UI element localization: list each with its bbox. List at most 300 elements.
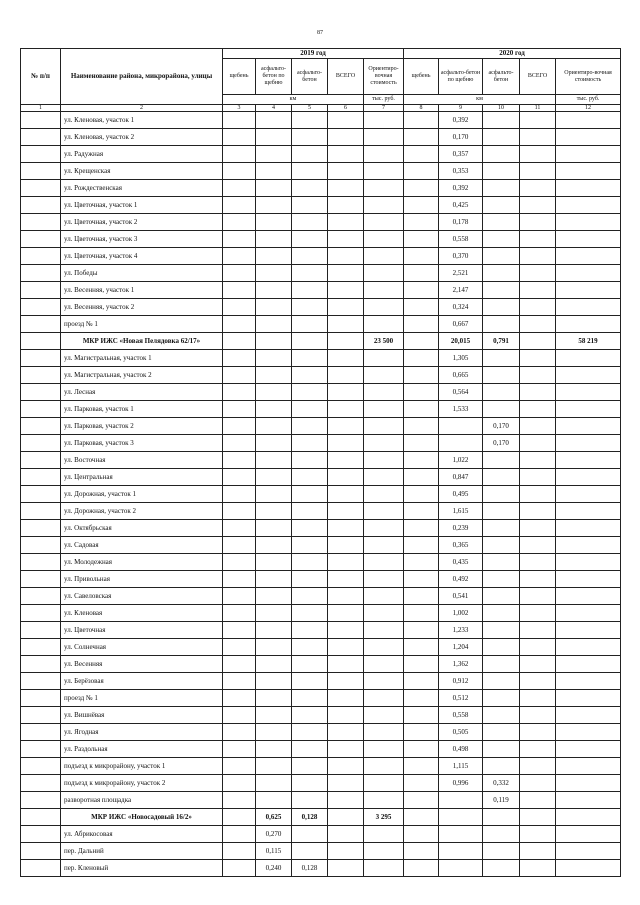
cell-col-8 <box>404 282 439 299</box>
cell-col-5 <box>292 146 328 163</box>
cell-col-4 <box>256 299 292 316</box>
cell-col-11 <box>520 724 556 741</box>
cell-col-4 <box>256 248 292 265</box>
table-row <box>21 554 621 571</box>
street-name: ул. Цветочная, участок 1 <box>61 197 223 214</box>
cell-col-10 <box>483 520 520 537</box>
cell-col-6 <box>328 503 364 520</box>
cell-col-10 <box>483 826 520 843</box>
table-row <box>21 707 621 724</box>
cell-col-11 <box>520 554 556 571</box>
street-name: подъезд к микрорайону, участок 2 <box>61 775 223 792</box>
table-row <box>21 265 621 282</box>
cell-col-7 <box>364 843 404 860</box>
table-row <box>21 112 621 129</box>
cell-col-11 <box>520 333 556 350</box>
cell-col-8 <box>404 554 439 571</box>
cell-col-3 <box>223 758 256 775</box>
cell-col-11 <box>520 129 556 146</box>
header-total-2019: ВСЕГО <box>328 59 364 95</box>
cell-col-8 <box>404 435 439 452</box>
cell-col-1 <box>21 622 61 639</box>
cell-col-4 <box>256 418 292 435</box>
street-name: ул. Раздольная <box>61 741 223 758</box>
cell-col-1 <box>21 656 61 673</box>
cell-col-3 <box>223 197 256 214</box>
cell-col-11 <box>520 775 556 792</box>
cell-col-8 <box>404 724 439 741</box>
cell-col-8 <box>404 452 439 469</box>
cell-col-11 <box>520 486 556 503</box>
cell-col-8 <box>404 299 439 316</box>
street-name: ул. Восточная <box>61 452 223 469</box>
cell-col-7 <box>364 299 404 316</box>
cell-col-4 <box>256 690 292 707</box>
cell-col-3 <box>223 350 256 367</box>
header-total-2020: ВСЕГО <box>520 59 556 95</box>
cell-col-9: 0,365 <box>439 537 483 554</box>
cell-col-6 <box>328 282 364 299</box>
cell-col-5 <box>292 673 328 690</box>
cell-col-5 <box>292 418 328 435</box>
cell-col-3 <box>223 537 256 554</box>
cell-col-7 <box>364 129 404 146</box>
cell-col-12 <box>556 282 621 299</box>
cell-col-12 <box>556 129 621 146</box>
cell-col-4 <box>256 197 292 214</box>
cell-col-4 <box>256 758 292 775</box>
cell-col-11 <box>520 163 556 180</box>
cell-col-3 <box>223 401 256 418</box>
cell-col-9 <box>439 809 483 826</box>
cell-col-8 <box>404 248 439 265</box>
cell-col-12 <box>556 520 621 537</box>
street-name: ул. Савеловская <box>61 588 223 605</box>
cell-col-1 <box>21 843 61 860</box>
cell-col-10 <box>483 758 520 775</box>
cell-col-3 <box>223 146 256 163</box>
street-name: ул. Привольная <box>61 571 223 588</box>
header-unit-rub-2019: тыс. руб. <box>364 95 404 105</box>
cell-col-10 <box>483 350 520 367</box>
cell-col-5 <box>292 333 328 350</box>
cell-col-5 <box>292 486 328 503</box>
cell-col-12 <box>556 469 621 486</box>
cell-col-8 <box>404 503 439 520</box>
cell-col-8 <box>404 180 439 197</box>
table-row <box>21 146 621 163</box>
cell-col-4 <box>256 554 292 571</box>
cell-col-5 <box>292 775 328 792</box>
cell-col-4 <box>256 469 292 486</box>
cell-col-7 <box>364 367 404 384</box>
cell-col-1 <box>21 588 61 605</box>
cell-col-11 <box>520 809 556 826</box>
cell-col-10 <box>483 146 520 163</box>
cell-col-11 <box>520 248 556 265</box>
cell-col-3 <box>223 605 256 622</box>
header-shheben-2019: щебень <box>223 59 256 95</box>
cell-col-6 <box>328 775 364 792</box>
cell-col-5 <box>292 826 328 843</box>
cell-col-4 <box>256 775 292 792</box>
cell-col-5 <box>292 656 328 673</box>
cell-col-4 <box>256 452 292 469</box>
cell-col-11 <box>520 860 556 877</box>
cell-col-7 <box>364 792 404 809</box>
cell-col-10 <box>483 384 520 401</box>
cell-col-12 <box>556 622 621 639</box>
cell-col-5 <box>292 554 328 571</box>
cell-col-1 <box>21 503 61 520</box>
cell-col-10: 0,170 <box>483 418 520 435</box>
cell-col-6 <box>328 129 364 146</box>
cell-col-10 <box>483 282 520 299</box>
header-asf-shheben-2020: асфальто-бетон по щебню <box>439 59 483 95</box>
street-name: ул. Берёзовая <box>61 673 223 690</box>
cell-col-1 <box>21 367 61 384</box>
cell-col-6 <box>328 452 364 469</box>
group-row <box>21 809 621 826</box>
cell-col-11 <box>520 418 556 435</box>
page-number: 87 <box>317 30 323 36</box>
cell-col-8 <box>404 690 439 707</box>
cell-col-3 <box>223 707 256 724</box>
cell-col-5 <box>292 435 328 452</box>
cell-col-8 <box>404 860 439 877</box>
cell-col-3 <box>223 826 256 843</box>
cell-col-1 <box>21 333 61 350</box>
cell-col-3 <box>223 520 256 537</box>
table-row <box>21 316 621 333</box>
cell-col-4 <box>256 350 292 367</box>
street-name: ул. Лесная <box>61 384 223 401</box>
cell-col-5: 0,128 <box>292 809 328 826</box>
cell-col-9: 0,505 <box>439 724 483 741</box>
column-index: 2 <box>61 105 223 112</box>
cell-col-12 <box>556 248 621 265</box>
table-row <box>21 486 621 503</box>
cell-col-6 <box>328 741 364 758</box>
table-row <box>21 163 621 180</box>
table-row <box>21 537 621 554</box>
cell-col-1 <box>21 129 61 146</box>
cell-col-10 <box>483 503 520 520</box>
street-name: ул. Магистральная, участок 1 <box>61 350 223 367</box>
cell-col-6 <box>328 435 364 452</box>
header-name: Наименование района, микрорайона, улицы <box>61 49 223 105</box>
cell-col-12 <box>556 758 621 775</box>
cell-col-1 <box>21 605 61 622</box>
cell-col-12 <box>556 299 621 316</box>
cell-col-5 <box>292 792 328 809</box>
cell-col-3 <box>223 299 256 316</box>
cell-col-4 <box>256 571 292 588</box>
cell-col-12 <box>556 775 621 792</box>
cell-col-7 <box>364 503 404 520</box>
cell-col-3 <box>223 554 256 571</box>
cell-col-12 <box>556 503 621 520</box>
cell-col-5 <box>292 707 328 724</box>
cell-col-5 <box>292 843 328 860</box>
cell-col-3 <box>223 843 256 860</box>
cell-col-8 <box>404 384 439 401</box>
cell-col-3 <box>223 639 256 656</box>
cell-col-10 <box>483 843 520 860</box>
header-unit-km-2019: км <box>223 95 364 105</box>
cell-col-7 <box>364 469 404 486</box>
cell-col-8 <box>404 367 439 384</box>
cell-col-12 <box>556 588 621 605</box>
cell-col-9: 0,912 <box>439 673 483 690</box>
cell-col-4 <box>256 656 292 673</box>
header-asf-shheben-2019: асфальто-бетон по щебню <box>256 59 292 95</box>
cell-col-9: 1,305 <box>439 350 483 367</box>
cell-col-9: 0,435 <box>439 554 483 571</box>
cell-col-7 <box>364 775 404 792</box>
cell-col-8 <box>404 333 439 350</box>
cell-col-5 <box>292 299 328 316</box>
cell-col-3 <box>223 214 256 231</box>
cell-col-5 <box>292 520 328 537</box>
header-asf-2020: асфальто-бетон <box>483 59 520 95</box>
cell-col-8 <box>404 146 439 163</box>
cell-col-12 <box>556 741 621 758</box>
cell-col-10 <box>483 265 520 282</box>
cell-col-7 <box>364 248 404 265</box>
cell-col-4 <box>256 367 292 384</box>
cell-col-12 <box>556 163 621 180</box>
cell-col-10 <box>483 112 520 129</box>
cell-col-9: 0,667 <box>439 316 483 333</box>
cell-col-12 <box>556 639 621 656</box>
cell-col-6 <box>328 316 364 333</box>
cell-col-12 <box>556 452 621 469</box>
cell-col-7 <box>364 758 404 775</box>
cell-col-4 <box>256 265 292 282</box>
cell-col-4 <box>256 673 292 690</box>
cell-col-4 <box>256 605 292 622</box>
cell-col-12 <box>556 265 621 282</box>
cell-col-11 <box>520 112 556 129</box>
cell-col-9 <box>439 418 483 435</box>
cell-col-10 <box>483 197 520 214</box>
street-name: ул. Абрикосовая <box>61 826 223 843</box>
street-name: пер. Дальний <box>61 843 223 860</box>
street-name: ул. Парковая, участок 2 <box>61 418 223 435</box>
cell-col-10 <box>483 741 520 758</box>
cell-col-4: 0,115 <box>256 843 292 860</box>
street-name: ул. Радужная <box>61 146 223 163</box>
cell-col-10 <box>483 690 520 707</box>
cell-col-7 <box>364 588 404 605</box>
street-name: ул. Весенняя, участок 1 <box>61 282 223 299</box>
table-row <box>21 129 621 146</box>
cell-col-9: 0,178 <box>439 214 483 231</box>
cell-col-4 <box>256 146 292 163</box>
cell-col-11 <box>520 367 556 384</box>
cell-col-9: 1,233 <box>439 622 483 639</box>
cell-col-12 <box>556 350 621 367</box>
cell-col-6 <box>328 265 364 282</box>
street-name: ул. Рождественская <box>61 180 223 197</box>
cell-col-4 <box>256 384 292 401</box>
cell-col-6 <box>328 486 364 503</box>
cell-col-5 <box>292 367 328 384</box>
cell-col-10 <box>483 622 520 639</box>
cell-col-8 <box>404 605 439 622</box>
cell-col-8 <box>404 316 439 333</box>
cell-col-8 <box>404 231 439 248</box>
street-name: ул. Кленовая, участок 2 <box>61 129 223 146</box>
cell-col-5: 0,128 <box>292 860 328 877</box>
cell-col-4 <box>256 180 292 197</box>
cell-col-11 <box>520 282 556 299</box>
cell-col-12 <box>556 180 621 197</box>
cell-col-5 <box>292 639 328 656</box>
street-name: ул. Кленовая <box>61 605 223 622</box>
cell-col-11 <box>520 605 556 622</box>
cell-col-11 <box>520 792 556 809</box>
cell-col-6 <box>328 469 364 486</box>
cell-col-7 <box>364 741 404 758</box>
cell-col-10 <box>483 656 520 673</box>
cell-col-9 <box>439 843 483 860</box>
cell-col-5 <box>292 248 328 265</box>
cell-col-10 <box>483 129 520 146</box>
cell-col-1 <box>21 792 61 809</box>
cell-col-7 <box>364 231 404 248</box>
cell-col-6 <box>328 384 364 401</box>
cell-col-8 <box>404 775 439 792</box>
cell-col-7 <box>364 724 404 741</box>
table-row <box>21 469 621 486</box>
cell-col-1 <box>21 809 61 826</box>
column-index: 5 <box>292 105 328 112</box>
cell-col-9: 20,015 <box>439 333 483 350</box>
cell-col-10 <box>483 588 520 605</box>
cell-col-7 <box>364 112 404 129</box>
cell-col-12 <box>556 401 621 418</box>
cell-col-11 <box>520 571 556 588</box>
table-row <box>21 588 621 605</box>
cell-col-9: 0,357 <box>439 146 483 163</box>
cell-col-10 <box>483 486 520 503</box>
table-row <box>21 282 621 299</box>
cell-col-1 <box>21 435 61 452</box>
street-name: ул. Дорожная, участок 1 <box>61 486 223 503</box>
cell-col-5 <box>292 452 328 469</box>
street-name: ул. Магистральная, участок 2 <box>61 367 223 384</box>
cell-col-11 <box>520 180 556 197</box>
cell-col-5 <box>292 265 328 282</box>
cell-col-3 <box>223 588 256 605</box>
cell-col-6 <box>328 758 364 775</box>
cell-col-8 <box>404 214 439 231</box>
cell-col-4 <box>256 588 292 605</box>
cell-col-12 <box>556 537 621 554</box>
street-name: разворотная площадка <box>61 792 223 809</box>
cell-col-8 <box>404 129 439 146</box>
street-name: ул. Дорожная, участок 2 <box>61 503 223 520</box>
cell-col-3 <box>223 656 256 673</box>
cell-col-8 <box>404 639 439 656</box>
cell-col-8 <box>404 707 439 724</box>
cell-col-8 <box>404 758 439 775</box>
cell-col-7 <box>364 282 404 299</box>
cell-col-8 <box>404 826 439 843</box>
cell-col-1 <box>21 316 61 333</box>
cell-col-1 <box>21 673 61 690</box>
cell-col-5 <box>292 384 328 401</box>
table-row <box>21 860 621 877</box>
group-name: МКР ИЖС «Новосадовый 16/2» <box>61 809 223 826</box>
cell-col-11 <box>520 843 556 860</box>
table-row <box>21 826 621 843</box>
cell-col-6 <box>328 367 364 384</box>
cell-col-10: 0,791 <box>483 333 520 350</box>
cell-col-10 <box>483 571 520 588</box>
cell-col-11 <box>520 316 556 333</box>
cell-col-6 <box>328 792 364 809</box>
cell-col-11 <box>520 826 556 843</box>
cell-col-11 <box>520 146 556 163</box>
cell-col-8 <box>404 486 439 503</box>
cell-col-9: 0,353 <box>439 163 483 180</box>
cell-col-5 <box>292 758 328 775</box>
cell-col-6 <box>328 180 364 197</box>
cell-col-7 <box>364 486 404 503</box>
cell-col-9: 0,239 <box>439 520 483 537</box>
cell-col-9: 0,492 <box>439 571 483 588</box>
cell-col-12 <box>556 724 621 741</box>
street-name: проезд № 1 <box>61 690 223 707</box>
column-index: 9 <box>439 105 483 112</box>
cell-col-1 <box>21 860 61 877</box>
street-name: ул. Весенняя, участок 2 <box>61 299 223 316</box>
cell-col-3 <box>223 180 256 197</box>
table-row <box>21 792 621 809</box>
column-index: 6 <box>328 105 364 112</box>
cell-col-9: 1,115 <box>439 758 483 775</box>
cell-col-4 <box>256 214 292 231</box>
cell-col-12 <box>556 656 621 673</box>
table-row <box>21 452 621 469</box>
street-name: ул. Парковая, участок 3 <box>61 435 223 452</box>
cell-col-5 <box>292 605 328 622</box>
cell-col-10: 0,119 <box>483 792 520 809</box>
table-row <box>21 639 621 656</box>
cell-col-4 <box>256 724 292 741</box>
cell-col-9: 0,541 <box>439 588 483 605</box>
cell-col-10 <box>483 639 520 656</box>
cell-col-11 <box>520 350 556 367</box>
cell-col-4 <box>256 792 292 809</box>
cell-col-7 <box>364 605 404 622</box>
cell-col-3 <box>223 741 256 758</box>
cell-col-5 <box>292 163 328 180</box>
table-row <box>21 350 621 367</box>
cell-col-8 <box>404 673 439 690</box>
cell-col-4: 0,625 <box>256 809 292 826</box>
cell-col-7 <box>364 214 404 231</box>
street-name: пер. Кленовый <box>61 860 223 877</box>
cell-col-3 <box>223 486 256 503</box>
cell-col-1 <box>21 826 61 843</box>
cell-col-5 <box>292 537 328 554</box>
cell-col-3 <box>223 163 256 180</box>
cell-col-8 <box>404 350 439 367</box>
